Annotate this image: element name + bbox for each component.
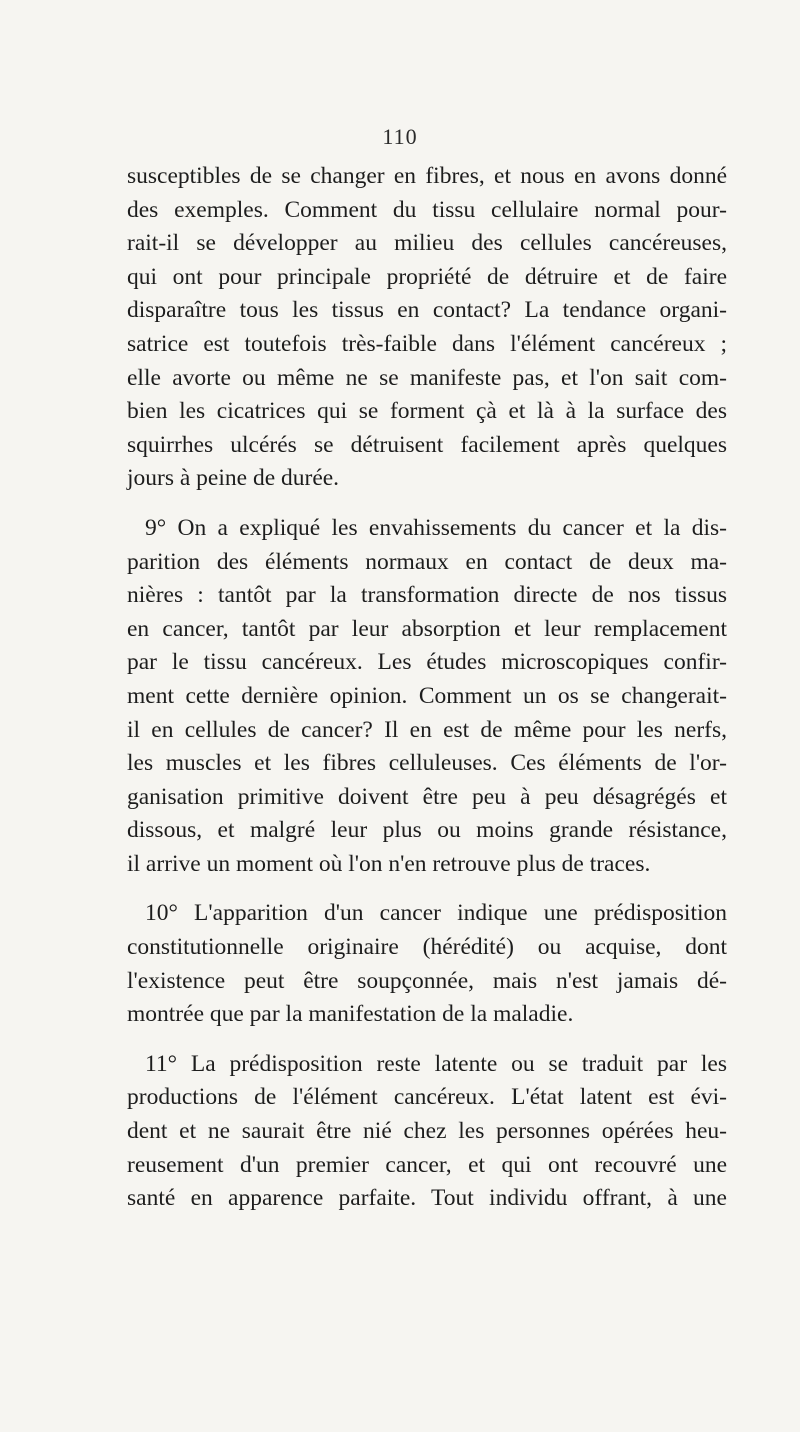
paragraph-gap [127, 1032, 727, 1048]
paragraph-1 [127, 160, 727, 496]
text-line: dent et ne saurait être nié chez les personnes opérées heu- [127, 1118, 727, 1145]
text-line: squirrhes ulcérés se détruisent facilement après quelques [127, 431, 727, 458]
text-line: satrice est toutefois très-faible dans l'élément cancéreux ; [127, 330, 727, 357]
text-line: dissous, et malgré leur plus ou moins grande résistance, [127, 817, 727, 844]
text-line: reusement d'un premier cancer, et qui ont recouvré une [127, 1151, 727, 1178]
text-line: parition des éléments normaux en contact de deux ma- [127, 548, 727, 575]
page-number: 110 [382, 124, 418, 149]
text-line: rait-il se développer au milieu des cellules cancéreuses, [127, 230, 727, 257]
text-line: productions de l'élément cancéreux. L'état latent est évi- [127, 1084, 727, 1111]
paragraph-9 [127, 512, 727, 882]
body-text [127, 160, 727, 1216]
paragraph-10 [127, 897, 727, 1031]
text-line: jours à peine de durée. [127, 465, 340, 492]
text-line: il arrive un moment où l'on n'en retrouve plus de traces. [127, 850, 651, 877]
text-line: 9° On a expliqué les envahissements du cancer et la dis- [145, 514, 727, 541]
text-line: en cancer, tantôt par leur absorption et leur remplacement [127, 615, 727, 642]
paragraph-gap [127, 496, 727, 512]
text-line: constitutionnelle originaire (hérédité) ou acquise, dont [127, 934, 727, 961]
text-line: montrée que par la manifestation de la maladie. [127, 1001, 574, 1028]
text-line: qui ont pour principale propriété de détruire et de faire [127, 263, 727, 290]
text-line: par le tissu cancéreux. Les études microscopiques confir- [127, 649, 727, 676]
text-line: nières : tantôt par la transformation directe de nos tissus [127, 582, 727, 609]
text-line: bien les cicatrices qui se forment çà et là à la surface des [127, 398, 727, 425]
text-line: les muscles et les fibres celluleuses. Ces éléments de l'or- [127, 750, 727, 777]
text-line: il en cellules de cancer? Il en est de même pour les nerfs, [127, 716, 727, 743]
paragraph-11 [127, 1048, 727, 1216]
text-line: des exemples. Comment du tissu cellulaire normal pour- [127, 196, 727, 223]
text-line: 11° La prédisposition reste latente ou se traduit par les [145, 1050, 727, 1077]
text-line: 10° L'apparition d'un cancer indique une prédisposition [145, 900, 727, 927]
text-line: ment cette dernière opinion. Comment un os se changerait- [127, 682, 727, 709]
text-line: l'existence peut être soupçonnée, mais n'est jamais dé- [127, 967, 727, 994]
paragraph-gap [127, 881, 727, 897]
text-line: elle avorte ou même ne se manifeste pas, et l'on sait com- [127, 364, 727, 391]
text-line: susceptibles de se changer en fibres, et nous en avons donné [127, 163, 727, 189]
text-line: disparaître tous les tissus en contact? La tendance organi- [127, 297, 727, 324]
text-line: santé en apparence parfaite. Tout individu offrant, à une [127, 1185, 727, 1212]
text-line: ganisation primitive doivent être peu à peu désagrégés et [127, 783, 727, 810]
